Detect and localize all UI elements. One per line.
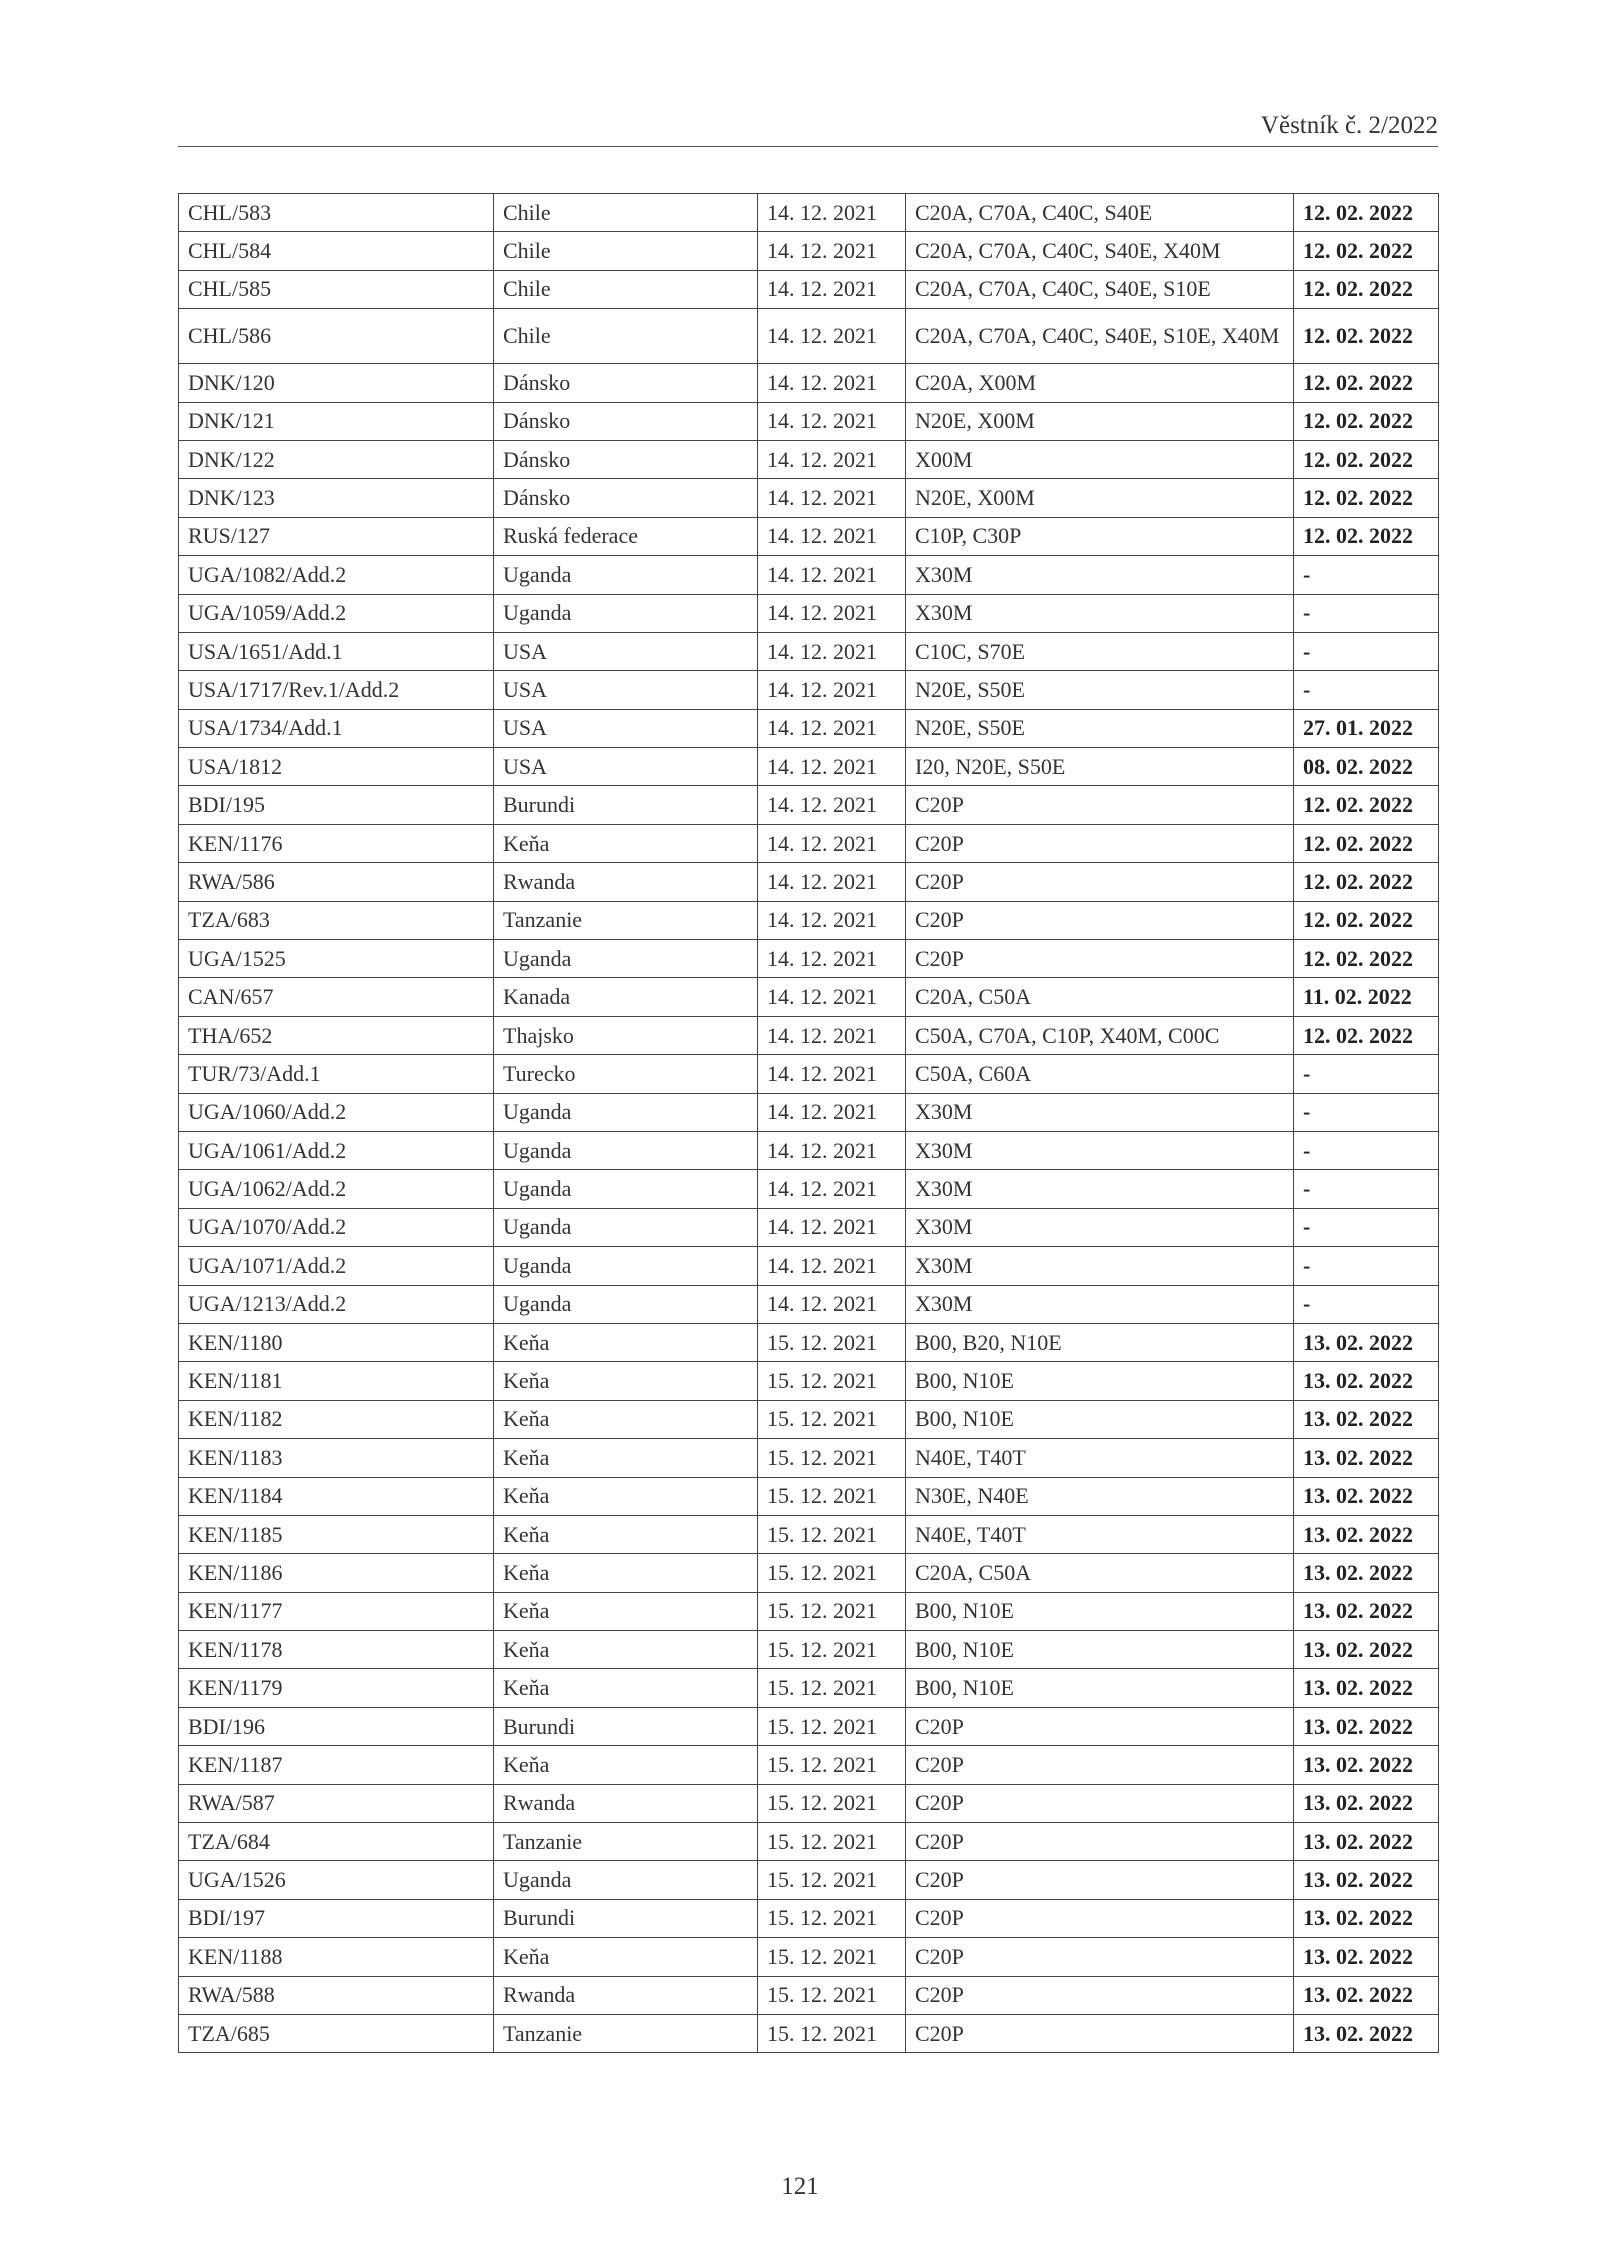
page-number: 121	[781, 2173, 819, 2200]
table-row	[179, 1208, 1439, 1246]
ics-codes-cell: B00, N10E	[906, 1669, 1294, 1707]
table-row	[179, 1515, 1439, 1553]
document-code-cell: KEN/1187	[179, 1746, 494, 1784]
document-code-cell: KEN/1188	[179, 1938, 494, 1976]
ics-codes-cell: C20P	[906, 1938, 1294, 1976]
country-cell: Burundi	[494, 1899, 758, 1937]
ics-codes-cell: X30M	[906, 1208, 1294, 1246]
deadline-date-cell: 13. 02. 2022	[1294, 2014, 1439, 2052]
country-cell: Dánsko	[494, 402, 758, 440]
document-code-cell: KEN/1186	[179, 1554, 494, 1592]
country-cell: Uganda	[494, 940, 758, 978]
ics-codes-cell: C20P	[906, 863, 1294, 901]
table-row	[179, 1477, 1439, 1515]
country-cell: Burundi	[494, 786, 758, 824]
table-row	[179, 1055, 1439, 1093]
country-cell: Chile	[494, 309, 758, 364]
document-code-cell: DNK/120	[179, 364, 494, 402]
deadline-date-cell: 13. 02. 2022	[1294, 1323, 1439, 1361]
deadline-date-cell: 12. 02. 2022	[1294, 901, 1439, 939]
deadline-date-cell: -	[1294, 1247, 1439, 1285]
notification-date-cell: 15. 12. 2021	[758, 1515, 906, 1553]
ics-codes-cell: C20P	[906, 1784, 1294, 1822]
country-cell: Burundi	[494, 1707, 758, 1745]
table-row	[179, 1362, 1439, 1400]
document-code-cell: KEN/1176	[179, 824, 494, 862]
country-cell: USA	[494, 632, 758, 670]
country-cell: Rwanda	[494, 1976, 758, 2014]
document-code-cell: KEN/1179	[179, 1669, 494, 1707]
deadline-date-cell: 12. 02. 2022	[1294, 232, 1439, 270]
header-rule	[178, 146, 1438, 147]
notification-date-cell: 14. 12. 2021	[758, 863, 906, 901]
deadline-date-cell: 12. 02. 2022	[1294, 440, 1439, 478]
table-row	[179, 940, 1439, 978]
deadline-date-cell: 12. 02. 2022	[1294, 364, 1439, 402]
table-row	[179, 556, 1439, 594]
document-code-cell: UGA/1070/Add.2	[179, 1208, 494, 1246]
table-row	[179, 1131, 1439, 1169]
country-cell: Dánsko	[494, 479, 758, 517]
table-row	[179, 1400, 1439, 1438]
deadline-date-cell: 12. 02. 2022	[1294, 786, 1439, 824]
ics-codes-cell: C20P	[906, 1823, 1294, 1861]
table-body	[179, 194, 1439, 2053]
notification-date-cell: 14. 12. 2021	[758, 364, 906, 402]
country-cell: Uganda	[494, 556, 758, 594]
table-row	[179, 1247, 1439, 1285]
document-code-cell: USA/1812	[179, 748, 494, 786]
document-code-cell: KEN/1184	[179, 1477, 494, 1515]
country-cell: Kanada	[494, 978, 758, 1016]
deadline-date-cell: 12. 02. 2022	[1294, 270, 1439, 308]
deadline-date-cell: -	[1294, 1170, 1439, 1208]
country-cell: Chile	[494, 194, 758, 232]
notification-date-cell: 14. 12. 2021	[758, 1208, 906, 1246]
document-code-cell: UGA/1525	[179, 940, 494, 978]
country-cell: Keňa	[494, 1746, 758, 1784]
ics-codes-cell: C20A, C70A, C40C, S40E, S10E	[906, 270, 1294, 308]
notification-date-cell: 14. 12. 2021	[758, 1016, 906, 1054]
table-row	[179, 270, 1439, 308]
running-header: Věstník č. 2/2022	[1260, 112, 1438, 139]
deadline-date-cell: -	[1294, 1285, 1439, 1323]
deadline-date-cell: 12. 02. 2022	[1294, 194, 1439, 232]
ics-codes-cell: C20A, C50A	[906, 1554, 1294, 1592]
deadline-date-cell: -	[1294, 632, 1439, 670]
document-code-cell: CHL/585	[179, 270, 494, 308]
table-row	[179, 594, 1439, 632]
country-cell: Turecko	[494, 1055, 758, 1093]
notification-date-cell: 14. 12. 2021	[758, 940, 906, 978]
country-cell: Keňa	[494, 1439, 758, 1477]
deadline-date-cell: 13. 02. 2022	[1294, 1899, 1439, 1937]
country-cell: Uganda	[494, 1285, 758, 1323]
country-cell: Keňa	[494, 1400, 758, 1438]
country-cell: Rwanda	[494, 1784, 758, 1822]
notification-date-cell: 15. 12. 2021	[758, 1669, 906, 1707]
deadline-date-cell: 13. 02. 2022	[1294, 1669, 1439, 1707]
notification-date-cell: 15. 12. 2021	[758, 1554, 906, 1592]
country-cell: Keňa	[494, 1669, 758, 1707]
table-row	[179, 709, 1439, 747]
table-row	[179, 786, 1439, 824]
ics-codes-cell: N30E, N40E	[906, 1477, 1294, 1515]
document-code-cell: TZA/683	[179, 901, 494, 939]
table-row	[179, 1746, 1439, 1784]
deadline-date-cell: -	[1294, 1131, 1439, 1169]
country-cell: Uganda	[494, 1093, 758, 1131]
deadline-date-cell: 12. 02. 2022	[1294, 479, 1439, 517]
country-cell: USA	[494, 748, 758, 786]
country-cell: Ruská federace	[494, 517, 758, 555]
ics-codes-cell: X30M	[906, 1285, 1294, 1323]
document-code-cell: DNK/123	[179, 479, 494, 517]
ics-codes-cell: C20A, C70A, C40C, S40E, S10E, X40M	[906, 309, 1294, 364]
deadline-date-cell: 13. 02. 2022	[1294, 1784, 1439, 1822]
notification-date-cell: 15. 12. 2021	[758, 1362, 906, 1400]
table-row	[179, 748, 1439, 786]
country-cell: Chile	[494, 270, 758, 308]
document-code-cell: BDI/197	[179, 1899, 494, 1937]
ics-codes-cell: B00, B20, N10E	[906, 1323, 1294, 1361]
notification-date-cell: 14. 12. 2021	[758, 1055, 906, 1093]
country-cell: Dánsko	[494, 440, 758, 478]
table-row	[179, 364, 1439, 402]
ics-codes-cell: N40E, T40T	[906, 1439, 1294, 1477]
document-code-cell: TZA/684	[179, 1823, 494, 1861]
country-cell: Keňa	[494, 1362, 758, 1400]
document-code-cell: KEN/1180	[179, 1323, 494, 1361]
country-cell: Tanzanie	[494, 1823, 758, 1861]
document-code-cell: RUS/127	[179, 517, 494, 555]
notification-date-cell: 14. 12. 2021	[758, 594, 906, 632]
document-code-cell: UGA/1059/Add.2	[179, 594, 494, 632]
table-row	[179, 1016, 1439, 1054]
document-code-cell: UGA/1060/Add.2	[179, 1093, 494, 1131]
table-row	[179, 1669, 1439, 1707]
notification-date-cell: 14. 12. 2021	[758, 1131, 906, 1169]
notification-date-cell: 14. 12. 2021	[758, 194, 906, 232]
document-code-cell: UGA/1082/Add.2	[179, 556, 494, 594]
notification-date-cell: 14. 12. 2021	[758, 1093, 906, 1131]
notification-date-cell: 14. 12. 2021	[758, 479, 906, 517]
ics-codes-cell: C20P	[906, 1707, 1294, 1745]
deadline-date-cell: 13. 02. 2022	[1294, 1746, 1439, 1784]
ics-codes-cell: C10C, S70E	[906, 632, 1294, 670]
document-code-cell: DNK/122	[179, 440, 494, 478]
country-cell: Rwanda	[494, 863, 758, 901]
deadline-date-cell: -	[1294, 1093, 1439, 1131]
country-cell: Uganda	[494, 1861, 758, 1899]
notification-date-cell: 14. 12. 2021	[758, 709, 906, 747]
document-code-cell: RWA/587	[179, 1784, 494, 1822]
table-row	[179, 1323, 1439, 1361]
document-code-cell: BDI/195	[179, 786, 494, 824]
ics-codes-cell: C20P	[906, 901, 1294, 939]
table-row	[179, 1861, 1439, 1899]
document-code-cell: KEN/1178	[179, 1631, 494, 1669]
table-row	[179, 232, 1439, 270]
table-row	[179, 1707, 1439, 1745]
ics-codes-cell: N20E, S50E	[906, 709, 1294, 747]
deadline-date-cell: 12. 02. 2022	[1294, 863, 1439, 901]
table-row	[179, 1592, 1439, 1630]
document-code-cell: UGA/1071/Add.2	[179, 1247, 494, 1285]
deadline-date-cell: 13. 02. 2022	[1294, 1861, 1439, 1899]
notification-date-cell: 14. 12. 2021	[758, 270, 906, 308]
ics-codes-cell: X30M	[906, 1093, 1294, 1131]
document-code-cell: KEN/1185	[179, 1515, 494, 1553]
ics-codes-cell: C20P	[906, 940, 1294, 978]
ics-codes-cell: C20A, C70A, C40C, S40E	[906, 194, 1294, 232]
ics-codes-cell: C20P	[906, 1746, 1294, 1784]
ics-codes-cell: C20A, C70A, C40C, S40E, X40M	[906, 232, 1294, 270]
ics-codes-cell: X30M	[906, 1131, 1294, 1169]
table-row	[179, 1285, 1439, 1323]
table-row	[179, 978, 1439, 1016]
deadline-date-cell: 13. 02. 2022	[1294, 1823, 1439, 1861]
deadline-date-cell: 13. 02. 2022	[1294, 1631, 1439, 1669]
ics-codes-cell: I20, N20E, S50E	[906, 748, 1294, 786]
ics-codes-cell: C20P	[906, 1861, 1294, 1899]
country-cell: Uganda	[494, 1170, 758, 1208]
notification-date-cell: 14. 12. 2021	[758, 1247, 906, 1285]
document-code-cell: USA/1717/Rev.1/Add.2	[179, 671, 494, 709]
notification-date-cell: 15. 12. 2021	[758, 1823, 906, 1861]
table-row	[179, 1631, 1439, 1669]
ics-codes-cell: C20P	[906, 1899, 1294, 1937]
table-row	[179, 1170, 1439, 1208]
notification-date-cell: 15. 12. 2021	[758, 1477, 906, 1515]
table-row	[179, 1899, 1439, 1937]
deadline-date-cell: 27. 01. 2022	[1294, 709, 1439, 747]
country-cell: Uganda	[494, 1131, 758, 1169]
deadline-date-cell: 13. 02. 2022	[1294, 1477, 1439, 1515]
ics-codes-cell: B00, N10E	[906, 1592, 1294, 1630]
document-code-cell: BDI/196	[179, 1707, 494, 1745]
table-row	[179, 479, 1439, 517]
deadline-date-cell: 13. 02. 2022	[1294, 1976, 1439, 2014]
country-cell: Keňa	[494, 1515, 758, 1553]
table-row	[179, 901, 1439, 939]
notification-date-cell: 14. 12. 2021	[758, 978, 906, 1016]
document-code-cell: CAN/657	[179, 978, 494, 1016]
table-row	[179, 671, 1439, 709]
notification-date-cell: 14. 12. 2021	[758, 309, 906, 364]
notification-date-cell: 14. 12. 2021	[758, 671, 906, 709]
notification-date-cell: 14. 12. 2021	[758, 824, 906, 862]
table-row	[179, 1976, 1439, 2014]
notification-date-cell: 15. 12. 2021	[758, 1938, 906, 1976]
notification-date-cell: 15. 12. 2021	[758, 1976, 906, 2014]
country-cell: Keňa	[494, 1323, 758, 1361]
country-cell: Chile	[494, 232, 758, 270]
notification-date-cell: 15. 12. 2021	[758, 2014, 906, 2052]
notification-date-cell: 14. 12. 2021	[758, 1285, 906, 1323]
notification-date-cell: 14. 12. 2021	[758, 786, 906, 824]
ics-codes-cell: N40E, T40T	[906, 1515, 1294, 1553]
country-cell: Keňa	[494, 1477, 758, 1515]
country-cell: Keňa	[494, 1554, 758, 1592]
ics-codes-cell: C50A, C70A, C10P, X40M, C00C	[906, 1016, 1294, 1054]
notification-date-cell: 15. 12. 2021	[758, 1746, 906, 1784]
table-row	[179, 1439, 1439, 1477]
deadline-date-cell: 13. 02. 2022	[1294, 1592, 1439, 1630]
ics-codes-cell: B00, N10E	[906, 1631, 1294, 1669]
document-code-cell: KEN/1182	[179, 1400, 494, 1438]
document-code-cell: THA/652	[179, 1016, 494, 1054]
document-code-cell: CHL/586	[179, 309, 494, 364]
notification-date-cell: 15. 12. 2021	[758, 1631, 906, 1669]
ics-codes-cell: N20E, X00M	[906, 479, 1294, 517]
deadline-date-cell: 12. 02. 2022	[1294, 517, 1439, 555]
ics-codes-cell: X30M	[906, 1170, 1294, 1208]
table-row	[179, 632, 1439, 670]
table-row	[179, 1784, 1439, 1822]
document-code-cell: USA/1651/Add.1	[179, 632, 494, 670]
deadline-date-cell: 13. 02. 2022	[1294, 1362, 1439, 1400]
notification-date-cell: 14. 12. 2021	[758, 232, 906, 270]
document-code-cell: UGA/1526	[179, 1861, 494, 1899]
notification-date-cell: 14. 12. 2021	[758, 556, 906, 594]
table-row	[179, 1093, 1439, 1131]
deadline-date-cell: 08. 02. 2022	[1294, 748, 1439, 786]
country-cell: Uganda	[494, 1247, 758, 1285]
deadline-date-cell: 13. 02. 2022	[1294, 1554, 1439, 1592]
deadline-date-cell: 12. 02. 2022	[1294, 940, 1439, 978]
notification-date-cell: 15. 12. 2021	[758, 1861, 906, 1899]
deadline-date-cell: 12. 02. 2022	[1294, 309, 1439, 364]
document-code-cell: UGA/1213/Add.2	[179, 1285, 494, 1323]
ics-codes-cell: X30M	[906, 1247, 1294, 1285]
document-code-cell: KEN/1183	[179, 1439, 494, 1477]
table-row	[179, 440, 1439, 478]
country-cell: USA	[494, 671, 758, 709]
country-cell: Tanzanie	[494, 901, 758, 939]
country-cell: USA	[494, 709, 758, 747]
country-cell: Keňa	[494, 1592, 758, 1630]
country-cell: Tanzanie	[494, 2014, 758, 2052]
deadline-date-cell: 13. 02. 2022	[1294, 1439, 1439, 1477]
notification-date-cell: 14. 12. 2021	[758, 1170, 906, 1208]
deadline-date-cell: 12. 02. 2022	[1294, 402, 1439, 440]
notification-date-cell: 15. 12. 2021	[758, 1592, 906, 1630]
ics-codes-cell: B00, N10E	[906, 1400, 1294, 1438]
deadline-date-cell: 13. 02. 2022	[1294, 1515, 1439, 1553]
table-row	[179, 1823, 1439, 1861]
table-row	[179, 824, 1439, 862]
deadline-date-cell: -	[1294, 1208, 1439, 1246]
deadline-date-cell: 13. 02. 2022	[1294, 1400, 1439, 1438]
document-code-cell: CHL/584	[179, 232, 494, 270]
table-row	[179, 1938, 1439, 1976]
table-row	[179, 309, 1439, 364]
notification-date-cell: 15. 12. 2021	[758, 1439, 906, 1477]
ics-codes-cell: N20E, X00M	[906, 402, 1294, 440]
document-code-cell: UGA/1061/Add.2	[179, 1131, 494, 1169]
deadline-date-cell: -	[1294, 1055, 1439, 1093]
ics-codes-cell: C20P	[906, 1976, 1294, 2014]
deadline-date-cell: 11. 02. 2022	[1294, 978, 1439, 1016]
document-code-cell: DNK/121	[179, 402, 494, 440]
notification-date-cell: 14. 12. 2021	[758, 402, 906, 440]
document-code-cell: RWA/588	[179, 1976, 494, 2014]
document-code-cell: USA/1734/Add.1	[179, 709, 494, 747]
deadline-date-cell: 13. 02. 2022	[1294, 1707, 1439, 1745]
notification-date-cell: 15. 12. 2021	[758, 1400, 906, 1438]
notification-date-cell: 15. 12. 2021	[758, 1784, 906, 1822]
notification-date-cell: 15. 12. 2021	[758, 1899, 906, 1937]
ics-codes-cell: C50A, C60A	[906, 1055, 1294, 1093]
country-cell: Keňa	[494, 824, 758, 862]
notification-date-cell: 14. 12. 2021	[758, 632, 906, 670]
deadline-date-cell: 12. 02. 2022	[1294, 1016, 1439, 1054]
ics-codes-cell: N20E, S50E	[906, 671, 1294, 709]
deadline-date-cell: -	[1294, 594, 1439, 632]
country-cell: Uganda	[494, 1208, 758, 1246]
table-row	[179, 1554, 1439, 1592]
document-code-cell: CHL/583	[179, 194, 494, 232]
ics-codes-cell: C20P	[906, 786, 1294, 824]
deadline-date-cell: 13. 02. 2022	[1294, 1938, 1439, 1976]
ics-codes-cell: X00M	[906, 440, 1294, 478]
deadline-date-cell: 12. 02. 2022	[1294, 824, 1439, 862]
document-code-cell: KEN/1181	[179, 1362, 494, 1400]
country-cell: Keňa	[494, 1938, 758, 1976]
ics-codes-cell: X30M	[906, 594, 1294, 632]
country-cell: Keňa	[494, 1631, 758, 1669]
ics-codes-cell: C20P	[906, 824, 1294, 862]
document-code-cell: TUR/73/Add.1	[179, 1055, 494, 1093]
notification-date-cell: 14. 12. 2021	[758, 901, 906, 939]
notification-date-cell: 15. 12. 2021	[758, 1707, 906, 1745]
ics-codes-cell: C10P, C30P	[906, 517, 1294, 555]
ics-codes-cell: B00, N10E	[906, 1362, 1294, 1400]
table-row	[179, 517, 1439, 555]
notification-date-cell: 15. 12. 2021	[758, 1323, 906, 1361]
document-code-cell: RWA/586	[179, 863, 494, 901]
ics-codes-cell: C20A, X00M	[906, 364, 1294, 402]
table-row	[179, 194, 1439, 232]
country-cell: Dánsko	[494, 364, 758, 402]
deadline-date-cell: -	[1294, 556, 1439, 594]
document-code-cell: TZA/685	[179, 2014, 494, 2052]
ics-codes-cell: C20A, C50A	[906, 978, 1294, 1016]
notification-date-cell: 14. 12. 2021	[758, 748, 906, 786]
table-row	[179, 863, 1439, 901]
document-code-cell: KEN/1177	[179, 1592, 494, 1630]
ics-codes-cell: X30M	[906, 556, 1294, 594]
table-row	[179, 2014, 1439, 2052]
document-code-cell: UGA/1062/Add.2	[179, 1170, 494, 1208]
ics-codes-cell: C20P	[906, 2014, 1294, 2052]
notification-date-cell: 14. 12. 2021	[758, 440, 906, 478]
table-row	[179, 402, 1439, 440]
country-cell: Uganda	[494, 594, 758, 632]
notification-table	[178, 193, 1439, 2053]
country-cell: Thajsko	[494, 1016, 758, 1054]
notification-date-cell: 14. 12. 2021	[758, 517, 906, 555]
deadline-date-cell: -	[1294, 671, 1439, 709]
